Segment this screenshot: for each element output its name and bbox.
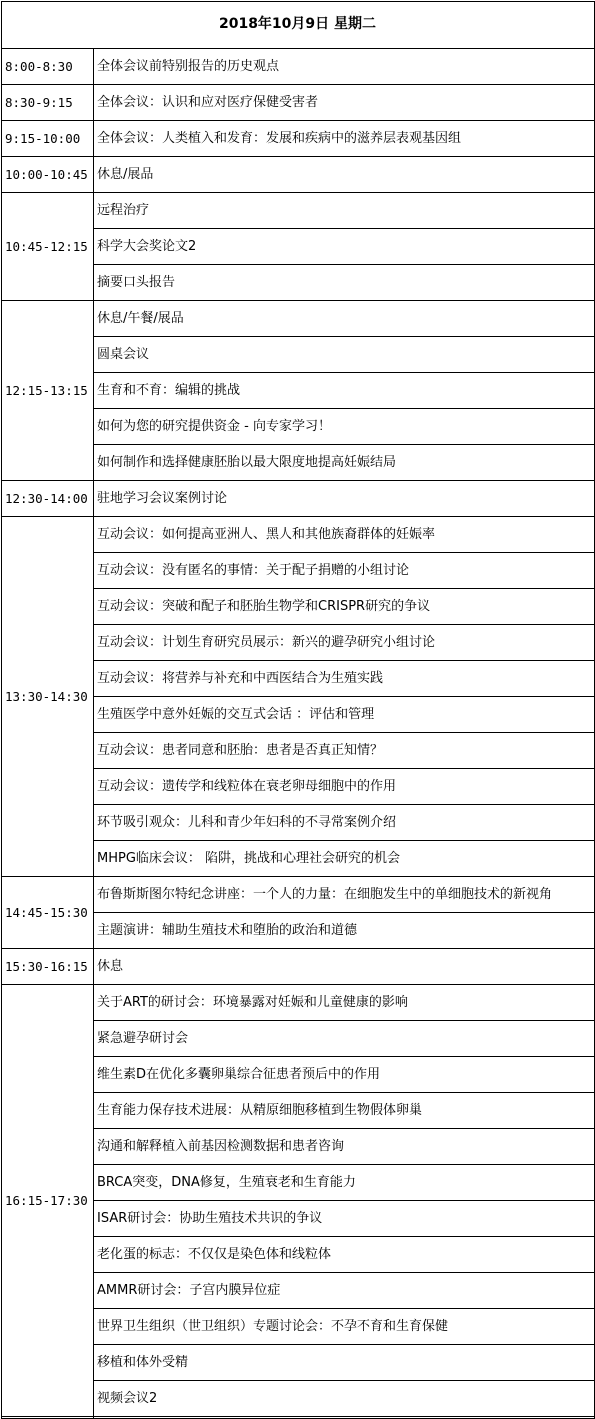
event-row-divider xyxy=(93,624,595,625)
session-event: ISAR研讨会：协助生殖技术共识的争议 xyxy=(97,1211,323,1226)
session-time: 13:30-14:30 xyxy=(5,689,88,704)
session-event: 如何为您的研究提供资金 - 向专家学习！ xyxy=(97,419,331,434)
event-row-divider xyxy=(93,1236,595,1237)
session-event: AMMR研讨会：子宫内膜异位症 xyxy=(97,1283,281,1298)
event-row-divider xyxy=(93,1056,595,1057)
event-row-divider xyxy=(93,552,595,553)
event-row-divider xyxy=(93,408,595,409)
session-event: 环节吸引观众：儿科和青少年妇科的不寻常案例介绍 xyxy=(97,815,397,830)
session-time: 8:30-9:15 xyxy=(5,95,73,110)
session-event: 互动会议：没有匿名的事情：关于配子捐赠的小组讨论 xyxy=(97,563,410,578)
session-event: 视频会议2 xyxy=(97,1391,158,1406)
session-event: 如何制作和选择健康胚胎以最大限度地提高妊娠结局 xyxy=(97,455,397,470)
event-row-divider xyxy=(93,660,595,661)
session-event: 主题演讲：辅助生殖技术和堕胎的政治和道德 xyxy=(97,923,358,938)
session-event: 科学大会奖论文2 xyxy=(97,239,197,254)
session-event: 全体会议：人类植入和发育：发展和疾病中的滋养层表观基因组 xyxy=(97,131,462,146)
session-event: BRCA突变，DNA修复，生殖衰老和生育能力 xyxy=(97,1175,356,1190)
event-row-divider xyxy=(93,732,595,733)
session-event: MHPG临床会议： 陷阱，挑战和心理社会研究的机会 xyxy=(97,851,401,866)
session-event: 休息/展品 xyxy=(97,167,154,182)
event-row-divider xyxy=(93,768,595,769)
event-row-divider xyxy=(93,1200,595,1201)
session-event: 移植和体外受精 xyxy=(97,1355,189,1370)
session-event: 互动会议：将营养与补充和中西医结合为生殖实践 xyxy=(97,671,384,686)
session-event: 布鲁斯斯图尔特纪念讲座：一个人的力量：在细胞发生中的单细胞技术的新视角 xyxy=(97,887,553,902)
event-row-divider xyxy=(93,336,595,337)
session-time: 15:30-16:15 xyxy=(5,959,88,974)
session-event: 关于ART的研讨会：环境暴露对妊娠和儿童健康的影响 xyxy=(97,995,408,1010)
event-row-divider xyxy=(93,840,595,841)
event-row-divider xyxy=(93,264,595,265)
session-event: 紧急避孕研讨会 xyxy=(97,1031,189,1046)
event-row-divider xyxy=(93,696,595,697)
event-row-divider xyxy=(93,1164,595,1165)
table-border-top xyxy=(1,1,595,2)
session-event: 沟通和解释植入前基因检测数据和患者咨询 xyxy=(97,1139,345,1154)
session-divider xyxy=(1,1416,595,1417)
session-time: 9:15-10:00 xyxy=(5,131,81,146)
session-event: 驻地学习会议案例讨论 xyxy=(97,491,228,506)
event-row-divider xyxy=(93,1128,595,1129)
event-row-divider xyxy=(93,372,595,373)
event-row-divider xyxy=(93,1308,595,1309)
session-event: 维生素D在优化多囊卵巢综合征患者预后中的作用 xyxy=(97,1067,381,1082)
session-event: 全体会议：认识和应对医疗保健受害者 xyxy=(97,95,319,110)
session-event: 老化蛋的标志：不仅仅是染色体和线粒体 xyxy=(97,1247,332,1262)
event-row-divider xyxy=(93,228,595,229)
session-time: 8:00-8:30 xyxy=(5,59,73,74)
session-event: 互动会议：突破和配子和胚胎生物学和CRISPR研究的争议 xyxy=(97,599,431,614)
event-row-divider xyxy=(93,1380,595,1381)
session-event: 互动会议：患者同意和胚胎：患者是否真正知情？ xyxy=(97,743,384,758)
session-event: 全体会议前特别报告的历史观点 xyxy=(97,59,280,74)
event-row-divider xyxy=(93,804,595,805)
session-time: 12:30-14:00 xyxy=(5,491,88,506)
session-time: 10:00-10:45 xyxy=(5,167,88,182)
session-event: 摘要口头报告 xyxy=(97,275,176,290)
session-event: 生育能力保存技术进展：从精原细胞移植到生物假体卵巢 xyxy=(97,1103,423,1118)
session-event: 远程治疗 xyxy=(97,203,150,218)
session-time: 12:15-13:15 xyxy=(5,383,88,398)
event-row-divider xyxy=(93,1344,595,1345)
session-event: 互动会议：遗传学和线粒体在衰老卵母细胞中的作用 xyxy=(97,779,397,794)
event-row-divider xyxy=(93,1092,595,1093)
session-event: 世界卫生组织（世卫组织）专题讨论会：不孕不育和生育保健 xyxy=(97,1319,449,1334)
schedule-title: 2018年10月9日 星期二 xyxy=(218,16,377,32)
session-event: 圆桌会议 xyxy=(97,347,150,362)
session-event: 休息/午餐/展品 xyxy=(97,311,184,326)
session-event: 互动会议：计划生育研究员展示：新兴的避孕研究小组讨论 xyxy=(97,635,436,650)
session-time: 14:45-15:30 xyxy=(5,905,88,920)
session-time: 16:15-17:30 xyxy=(5,1193,88,1208)
session-event: 生育和不育：编辑的挑战 xyxy=(97,383,241,398)
event-row-divider xyxy=(93,444,595,445)
session-event: 休息 xyxy=(97,959,124,974)
session-time: 10:45-12:15 xyxy=(5,239,88,254)
session-event: 生殖医学中意外妊娠的交互式会话 ：评估和管理 xyxy=(97,707,375,722)
event-row-divider xyxy=(93,588,595,589)
session-event: 互动会议：如何提高亚洲人、黑人和其他族裔群体的妊娠率 xyxy=(97,527,436,542)
event-row-divider xyxy=(93,912,595,913)
event-row-divider xyxy=(93,1272,595,1273)
event-row-divider xyxy=(93,1020,595,1021)
